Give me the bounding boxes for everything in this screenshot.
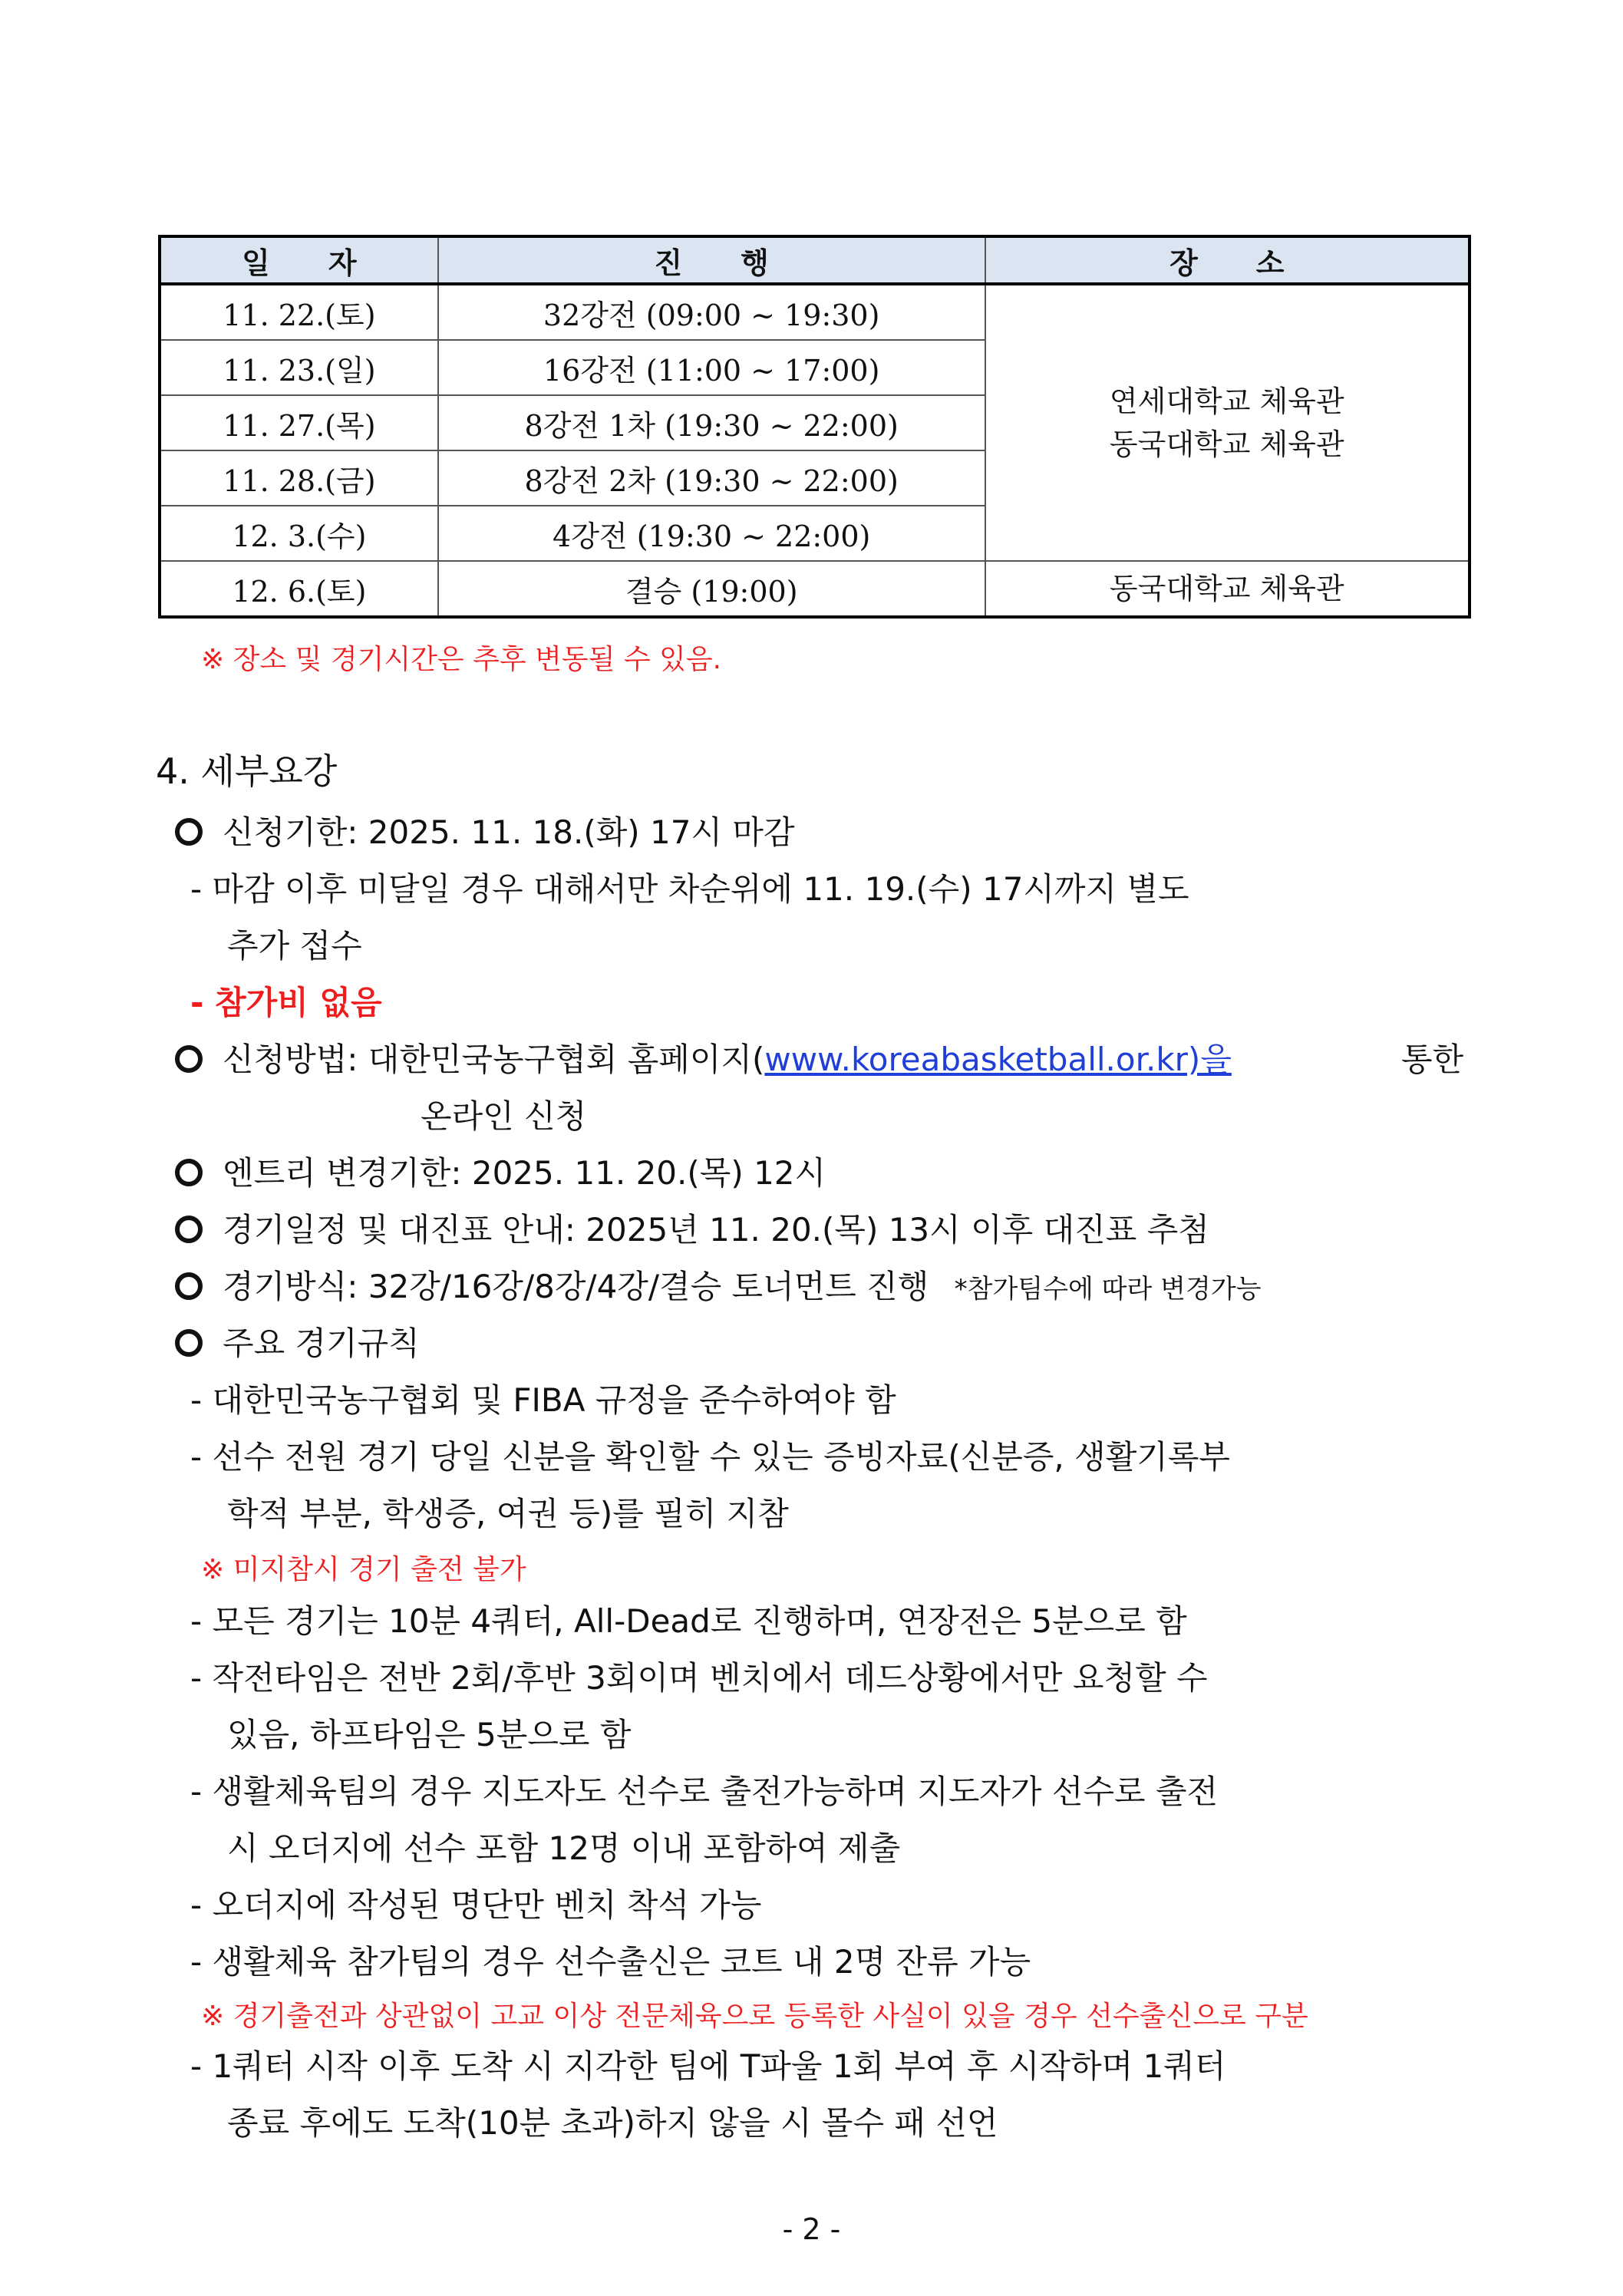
homepage-link[interactable]: www.koreabasketball.or.kr)을 bbox=[764, 1041, 1232, 1078]
page-number: - 2 - bbox=[782, 2212, 841, 2246]
format-text: 경기방식: 32강/16강/8강/4강/결승 토너먼트 진행 bbox=[223, 1268, 929, 1305]
rule-line: - 1쿼터 시작 이후 도착 시 지각한 팀에 T파울 1회 부여 후 시작하며 1쿼터 bbox=[190, 2047, 1226, 2085]
ring-bullet-icon bbox=[175, 1329, 203, 1357]
table-row bbox=[160, 561, 1470, 617]
cell-date: 11. 23.(일) bbox=[160, 340, 438, 395]
rule-line: - 오더지에 작성된 명단만 벤치 착석 가능 bbox=[190, 1886, 762, 1924]
deadline-text: 신청기한: 2025. 11. 18.(화) 17시 마감 bbox=[223, 813, 795, 851]
section-title: 4. 세부요강 bbox=[156, 750, 338, 792]
cell-progress: 결승 (19:00) bbox=[438, 561, 985, 617]
cell-progress: 8강전 1차 (19:30 ~ 22:00) bbox=[438, 395, 985, 450]
rules-title: 주요 경기규칙 bbox=[223, 1324, 420, 1362]
schedule-table bbox=[158, 235, 1471, 619]
rule-line: - 대한민국농구협회 및 FIBA 규정을 준수하여야 함 bbox=[190, 1381, 896, 1419]
rule-line-cont: 종료 후에도 도착(10분 초과)하지 않을 시 몰수 패 선언 bbox=[227, 2104, 998, 2142]
deadline-sub-line: - 마감 이후 미달일 경우 대해서만 차순위에 11. 19.(수) 17시까지 별도 bbox=[190, 870, 1189, 908]
table-header-row bbox=[160, 236, 1470, 284]
fee-line: - 참가비 없음 bbox=[190, 984, 382, 1021]
ring-bullet-icon bbox=[175, 1045, 203, 1073]
format-item bbox=[175, 1268, 1262, 1305]
cell-progress: 16강전 (11:00 ~ 17:00) bbox=[438, 340, 985, 395]
cell-progress: 8강전 2차 (19:30 ~ 22:00) bbox=[438, 450, 985, 506]
method-item bbox=[175, 1041, 1232, 1078]
venue-line: 연세대학교 체육관 bbox=[1109, 384, 1344, 418]
cell-date: 12. 3.(수) bbox=[160, 506, 438, 561]
rule-line: - 선수 전원 경기 당일 신분을 확인할 수 있는 증빙자료(신분증, 생활기록부 bbox=[190, 1438, 1230, 1476]
rule-line-cont: 시 오더지에 선수 포함 12명 이내 포함하여 제출 bbox=[227, 1829, 901, 1867]
rule-note: ※ 미지참시 경기 출전 불가 bbox=[201, 1554, 526, 1585]
rule-line-cont: 학적 부분, 학생증, 여권 등)를 필히 지참 bbox=[227, 1495, 789, 1532]
rule-line: - 모든 경기는 10분 4쿼터, All-Dead로 진행하며, 연장전은 5분으로 함 bbox=[190, 1602, 1187, 1640]
cell-progress: 32강전 (09:00 ~ 19:30) bbox=[438, 284, 985, 340]
schedule-info-item bbox=[175, 1211, 1209, 1249]
rule-line: - 생활체육팀의 경우 지도자도 선수로 출전가능하며 지도자가 선수로 출전 bbox=[190, 1773, 1219, 1810]
cell-venue-group bbox=[985, 284, 1470, 561]
cell-progress: 4강전 (19:30 ~ 22:00) bbox=[438, 506, 985, 561]
cell-date: 11. 27.(목) bbox=[160, 395, 438, 450]
method-label: 신청방법: 대한민국농구협회 홈페이지( bbox=[223, 1041, 765, 1078]
ring-bullet-icon bbox=[175, 818, 203, 846]
rules-item bbox=[175, 1324, 420, 1362]
ring-bullet-icon bbox=[175, 1216, 203, 1243]
entry-change-item bbox=[175, 1154, 826, 1192]
ring-bullet-icon bbox=[175, 1159, 203, 1186]
header-progress: 진 행 bbox=[438, 236, 985, 284]
deadline-item bbox=[175, 813, 795, 851]
header-date: 일 자 bbox=[160, 236, 438, 284]
rule-line: - 작전타임은 전반 2회/후반 3회이며 벤치에서 데드상황에서만 요청할 수 bbox=[190, 1659, 1208, 1697]
entry-change-text: 엔트리 변경기한: 2025. 11. 20.(목) 12시 bbox=[223, 1154, 826, 1192]
format-note: *참가팀수에 따라 변경가능 bbox=[954, 1274, 1262, 1305]
cell-date: 12. 6.(토) bbox=[160, 561, 438, 617]
venue-line: 동국대학교 체육관 bbox=[1109, 427, 1344, 461]
schedule-info-text: 경기일정 및 대진표 안내: 2025년 11. 20.(목) 13시 이후 대진표 추첨 bbox=[223, 1211, 1209, 1249]
cell-date: 11. 28.(금) bbox=[160, 450, 438, 506]
cell-date: 11. 22.(토) bbox=[160, 284, 438, 340]
method-after: 통한 bbox=[1401, 1041, 1464, 1078]
ring-bullet-icon bbox=[175, 1272, 203, 1300]
cell-venue-final: 동국대학교 체육관 bbox=[985, 561, 1470, 617]
header-venue: 장 소 bbox=[985, 236, 1470, 284]
method-cont: 온라인 신청 bbox=[421, 1097, 587, 1135]
deadline-sub-cont: 추가 접수 bbox=[227, 927, 362, 965]
rule-note: ※ 경기출전과 상관없이 고교 이상 전문체육으로 등록한 사실이 있을 경우 선수출신으로 구분 bbox=[201, 2001, 1308, 2032]
table-note: ※ 장소 및 경기시간은 추후 변동될 수 있음. bbox=[201, 644, 722, 675]
rule-line-cont: 있음, 하프타임은 5분으로 함 bbox=[227, 1716, 632, 1753]
rule-line: - 생활체육 참가팀의 경우 선수출신은 코트 내 2명 잔류 가능 bbox=[190, 1943, 1031, 1981]
table-row bbox=[160, 284, 1470, 340]
